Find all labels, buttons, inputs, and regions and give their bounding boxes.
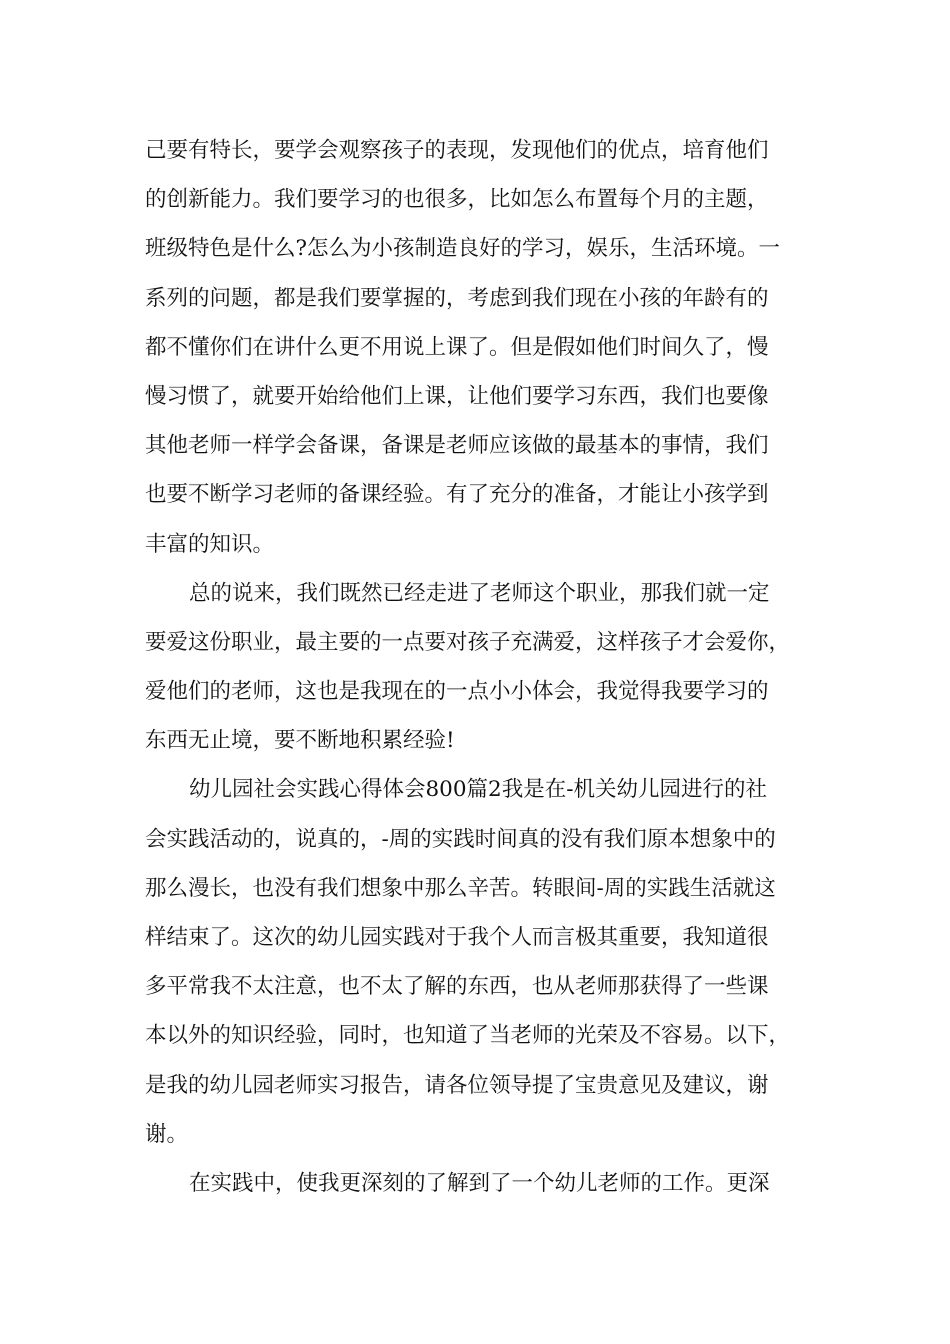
paragraph [145, 765, 815, 1159]
text-line: 本以外的知识经验，同时，也知道了当老师的光荣及不容易。以下， [145, 1023, 791, 1049]
text-line: 总的说来，我们既然已经走进了老师这个职业，那我们就一定 [189, 580, 770, 606]
text-line: 都不懂你们在讲什么更不用说上课了。但是假如他们时间久了，慢 [145, 334, 769, 360]
text-line: 系列的问题，都是我们要掌握的，考虑到我们现在小孩的年龄有的 [145, 285, 769, 311]
text-line: 丰富的知识。 [145, 531, 275, 557]
text-line: 慢习惯了，就要开始给他们上课，让他们要学习东西，我们也要像 [145, 383, 769, 409]
text-line: 己要有特长，要学会观察孩子的表现，发现他们的优点，培育他们 [145, 138, 769, 163]
text-line: 其他老师一样学会备课，备课是老师应该做的最基本的事情，我们 [145, 433, 769, 459]
text-line: 东西无止境，要不断地积累经验! [145, 728, 455, 754]
text-line: 爱他们的老师，这也是我现在的一点小小体会，我觉得我要学习的 [145, 679, 769, 705]
paragraph [145, 569, 815, 766]
text-line: 谢。 [145, 1121, 189, 1147]
text-line: 的创新能力。我们要学习的也很多，比如怎么布置每个月的主题， [145, 187, 769, 213]
text-line: 班级特色是什么?怎么为小孩制造良好的学习，娱乐，生活环境。一 [145, 236, 781, 262]
text-line: 要爱这份职业，最主要的一点要对孩子充满爱，这样孩子才会爱你， [145, 629, 791, 655]
text-line: 多平常我不太注意，也不太了解的东西，也从老师那获得了一些课 [145, 974, 769, 1000]
body-text [145, 126, 815, 1208]
text-line: 那么漫长，也没有我们想象中那么辛苦。转眼间-周的实践生活就这 [145, 875, 776, 901]
text-line: 在实践中，使我更深刻的了解到了一个幼儿老师的工作。更深 [189, 1170, 770, 1196]
text-line: 也要不断学习老师的备课经验。有了充分的准备，才能让小孩学到 [145, 482, 769, 508]
paragraph [145, 1159, 815, 1208]
text-line: 幼儿园社会实践心得体会800篇2我是在-机关幼儿园进行的社 [189, 777, 767, 803]
text-line: 样结束了。这次的幼儿园实践对于我个人而言极其重要，我知道很 [145, 925, 769, 950]
text-line: 是我的幼儿园老师实习报告，请各位领导提了宝贵意见及建议，谢 [145, 1072, 769, 1098]
paragraph [145, 126, 815, 569]
text-line: 会实践活动的，说真的，-周的实践时间真的没有我们原本想象中的 [145, 826, 776, 852]
